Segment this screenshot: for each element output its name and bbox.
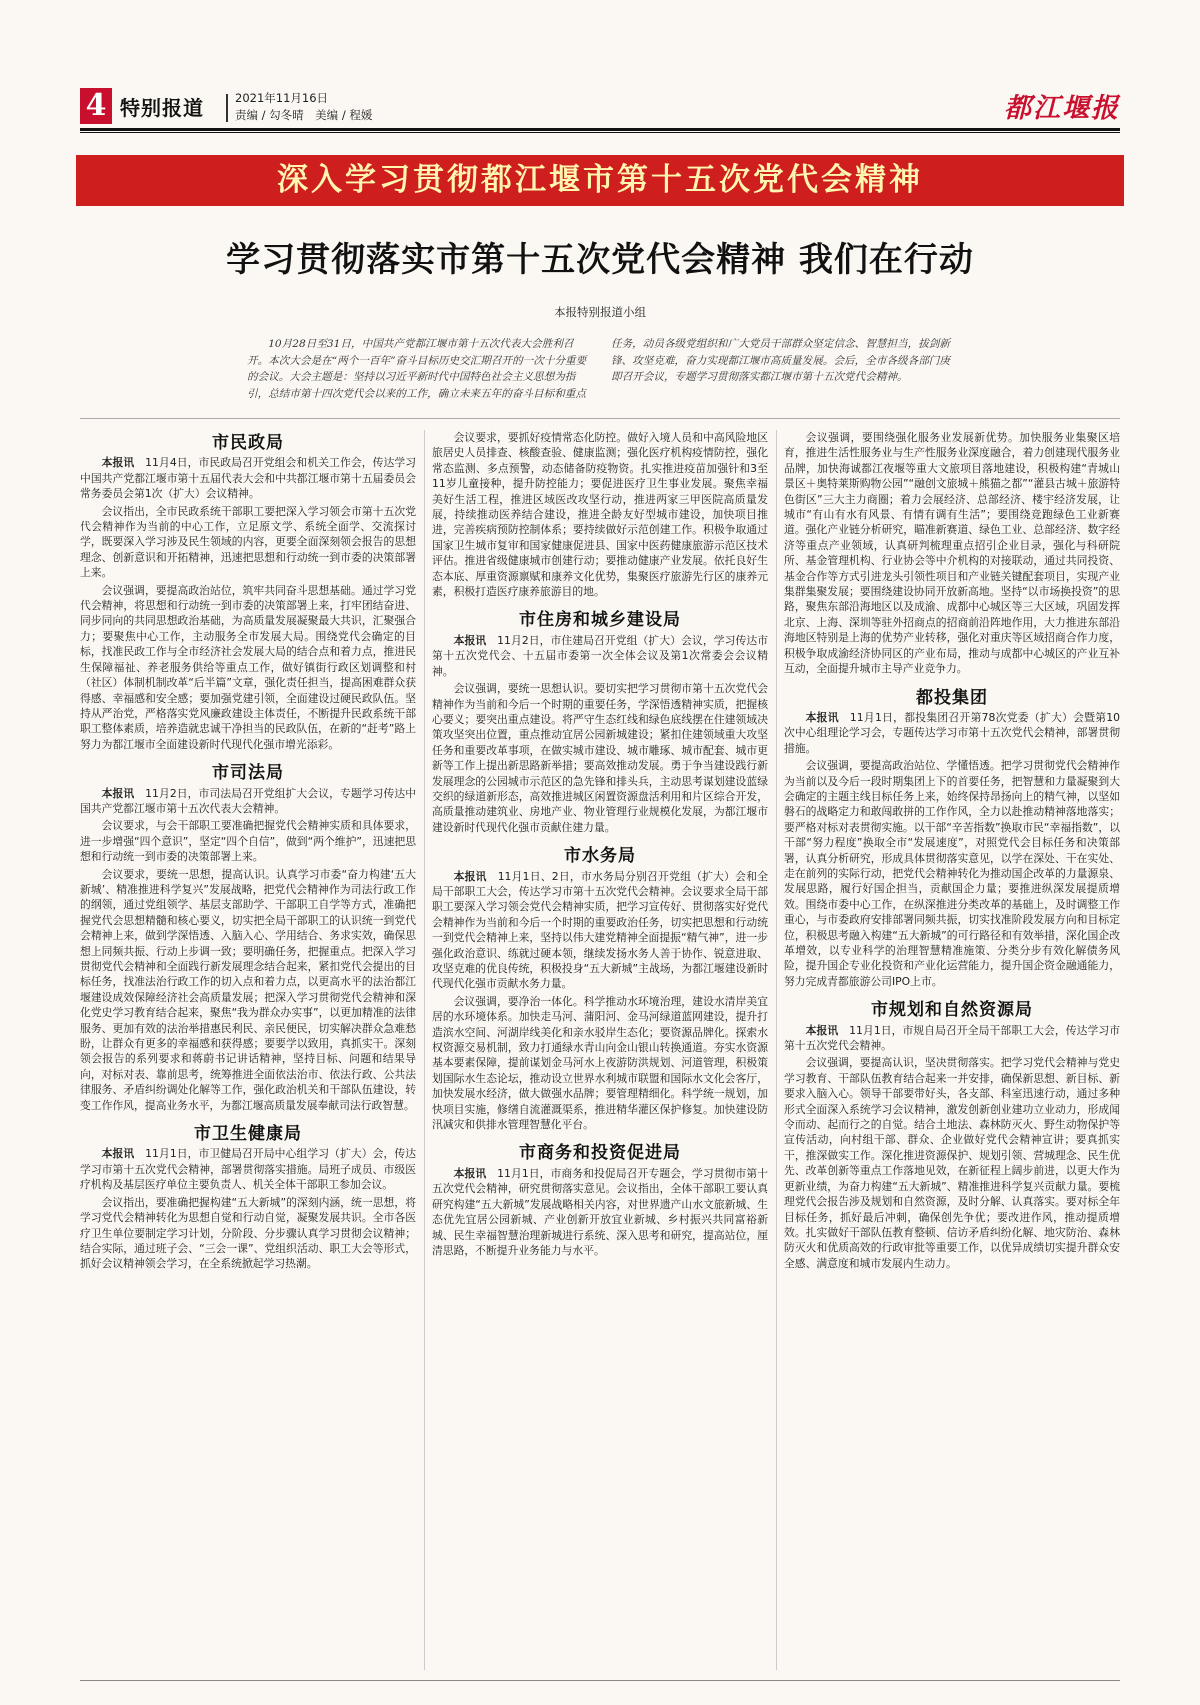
paper-logo: 都江堰报 [1004,93,1120,124]
article-paragraph: 本报讯 11月2日，市司法局召开党组扩大会议，专题学习传达中国共产党都江堰市第十五次代表大会精神。 [80,786,417,815]
article-title: 市商务和投资促进局 [519,1143,681,1164]
article-title: 市民政局 [212,433,284,453]
article-paragraph: 会议要求，要统一思想，提高认识。认真学习市委“奋力构建‘五大新城’、精准推进科学复兴”发展战略，把党代会精神作为司法行政工作的纲领，通过党组领学、基层支部助学、干部职工自学等方式，准确把握党代会思想精髓和核心要义，切实把全局干部职工的认识统一到党代会精神上来，做到学深悟透、入脑入心、学用结合、务求实效，确保思想上同频共振、行动上步调一致；要明确任务，把握重点。把深入学习贯彻党代会精神和全面践行新发展理念结合起来，紧扣党代会提出的目标任务，找准法治行政工作的切入点和着力点，以更高水平的法治都江堰建设成效保障经济社会高质量发展；把深入学习贯彻党代会精神和深化党史学习教育结合起来，聚焦“我为群众办实事”，以更加精准的法律服务、更加有效的法治举措惠民利民、亲民便民，切实解决群众急难愁盼，让群众有更多的幸福感和获得感；要要学以致用，真抓实干。深刻领会报告的系列要求和蒋蔚书记讲话精神，坚持目标、问题和结果导向，对标对表、靠前思考，统筹推进全面依法治市、依法行政、公共法律服务、矛盾纠纷调处化解等工作，强化政治机关和干部队伍建设，转变工作作风，提高业务水平，为都江堰高质量发展奉献司法行政智慧。 [80,867,416,1112]
article-paragraph: 会议强调，要统一思想认识。要切实把学习贯彻市第十五次党代会精神作为当前和今后一个时期的重要任务，学深悟透精神实质，把握核心要义；要突出重点建设。将严守生态红线和绿色底线摆在住建领域决策攻坚突出位置，重点推动宜居公园新城建设；紧扣住建领域重大攻坚任务和重要改革事项，在做实城市建设、城市雕琢、城市配套、城市更新等工作上提出新思路新举措；要高效推动发展。勇于争当建设践行新发展理念的公园城市示范区的急先锋和排头兵，主动思考谋划建设蓝绿交织的绿道新形态，高效推进城区闲置资源盘活利用和片区综合开发，高质量推动建筑业、房地产业、物业管理行业规模化发展，为都江堰市建设新时代现代化强市贡献住建力量。 [432,682,768,834]
article-title: 市水务局 [564,846,636,867]
dateline-tag: 本报讯 [453,1166,487,1180]
column-2 [432,430,768,1260]
article-title: 市卫生健康局 [194,1124,302,1145]
page-headline: 学习贯彻落实市第十五次党代会精神 我们在行动 [226,240,974,280]
masthead-rule-thin [80,132,1120,133]
article-paragraph: 会议指出，要准确把握构建“五大新城”的深刻内涵，统一思想，将学习党代会精神转化为思想自觉和行动自觉，凝聚发展共识。全市各医疗卫生单位要制定学习计划，分阶段、分步骤认真学习贯彻会议精神；结合实际，通过班子会、“三会一课”、党组织活动、职工大会等形式，抓好会议精神领会学习，在全系统掀起学习热潮。 [80,1195,416,1271]
issue-date: 2021年11月16日 [235,91,329,105]
article-paragraph: 会议强调，要净治一体化。科学推动水环境治理，建设水清岸美宜居的水环境体系。加快走马河、蒲阳河、金马河绿道蓝网建设，提升打造滨水空间、河湖岸线美化和亲水驳岸生态化；要资源品牌化。探索水权资源交易机制，致力打通绿水青山向金山银山转换通道。夯实水资源基本要素保障，提前谋划金马河水上夜游防洪规划、河道管理，积极策划国际水生态论坛，推动设立世界水利城市联盟和国际水文化会客厅，加快发展水经济，做大做强水品牌；要管理精细化。科学统一规划，加快项目实施，修缮自流灌溉渠系，推进精华灌区保护修复。加快建设防汛减灾和供排水管理智慧化平台。 [432,994,768,1132]
masthead-separator [226,94,228,122]
masthead-rule [80,128,1120,131]
dateline-tag: 本报讯 [101,1147,135,1161]
masthead [80,88,1120,126]
article-title: 市规划和自然资源局 [871,1000,1033,1021]
article-paragraph: 本报讯 11月1日、2日，市水务局分别召开党组（扩大）会和全局干部职工大会，传达学习市第十五次党代会精神。会议要求全局干部职工要深入学习领会党代会精神实质，把学习宣传好、贯彻落实好党代会精神作为当前和今后一个时期的重要政治任务，切实把思想和行动统一到党代会精神上来，坚持以伟大建党精神全面提振“精气神”，进一步强化政治意识、练就过硬本领，继续发扬水务人善于协作、锐意进取、攻坚克难的优良传统，积极投身“五大新城”主战场，为都江堰建设新时代现代化强市贡献水务力量。 [432,869,769,991]
article-paragraph: 本报讯 11月2日，市住建局召开党组（扩大）会议，学习传达市第十五次党代会、十五届市委第一次全体会议及第1次常委会会议精神。 [432,633,769,678]
page-number: 4 [80,88,112,124]
article-paragraph: 会议要求，与会干部职工要准确把握党代会精神实质和具体要求，进一步增强“四个意识”，坚定“四个自信”，做到“两个维护”，迅速把思想和行动统一到市委的决策部署上来。 [80,819,416,864]
article-paragraph: 本报讯 11月1日，市商务和投促局召开专题会，学习贯彻市第十五次党代会精神，研究贯彻落实意见。会议指出，全体干部职工要认真研究构建“五大新城”发展战略相关内容，对世界遗产山水文旅新城、生态优先宜居公园新城、产业创新开放宜业新城、乡村振兴共同富裕新城、民生幸福智慧治理新城进行系统、深入思考和研究，提高站位，厘清思路，不断提升业务能力与水平。 [432,1166,769,1257]
article-paragraph: 本报讯 11月1日，都投集团召开第78次党委（扩大）会暨第10次中心组理论学习会，专题传达学习市第十五次党代会精神，部署贯彻措施。 [784,710,1121,755]
topic-banner-text: 深入学习贯彻都江堰市第十五次党代会精神 [277,162,923,198]
lead-paragraph: 10月28日至31日，中国共产党都江堰市第十五次代表大会胜利召开。本次大会是在“两个一百年”奋斗目标历史交汇期召开的一次十分重要的会议。大会主题是：坚持以习近平新时代中国特色社会主义思想为指引，总结市第十四次党代会以来的工作，确立未来五年的奋斗目标和重点任务，动员各级党组织和广大党员干部群众坚定信念、智慧担当，拔剑新锋、攻坚克难，奋力实现都江堰市高质量发展。会后，全市各级各部门庚即召开会议，专题学习贯彻落实都江堰市第十五次党代会精神。 [247,338,950,400]
article-paragraph: 会议指出，全市民政系统干部职工要把深入学习领会市第十五次党代会精神作为当前的中心工作，立足原文学、系统全面学、交流探讨学，既要深入学习涉及民生领域的内容，更要全面深刻领会报告的思想理念、创新意识和开拓精神，迅速把思想和行动统一到市委的决策部署上来。 [80,504,416,580]
dateline-tag: 本报讯 [101,786,135,800]
topic-banner [76,155,1124,206]
column-3 [784,430,1120,1273]
dateline-tag: 本报讯 [101,456,135,470]
dateline-tag: 本报讯 [805,1023,839,1037]
dateline-tag: 本报讯 [453,869,487,883]
footer-rule [80,1680,1120,1681]
article-title: 市住房和城乡建设局 [519,610,681,631]
article-paragraph: 本报讯 11月4日，市民政局召开党组会和机关工作会，传达学习中国共产党都江堰市第十五届代表大会和中共都江堰市第十五届委员会常务委员会第1次（扩大）会议精神。 [80,456,417,501]
dateline-tag: 本报讯 [805,710,839,724]
article-title: 市司法局 [212,763,284,784]
article-paragraph: 会议要求，要抓好疫情常态化防控。做好入境人员和中高风险地区旅居史人员排查、核酸查验、健康监测；强化医疗机构疫情防控，强化常态监测、多点预警，动态储备防疫物资。扎实推进疫苗加强针和3至11岁儿童接种，提升防控能力；要促进医疗卫生事业发展。聚焦幸福美好生活工程，推进区域医改攻坚行动，推进两家三甲医院高质量发展，持续推动医养结合建设，推进全龄友好型城市建设，加快项目推进，完善疾病预防控制体系；要持续做好示范创建工作。积极争取通过国家卫生城市复审和国家健康促进县、国家中医药健康旅游示范区技术评估。推进省级健康城市创建行动；要推动健康产业发展。依托良好生态本底、厚重资源禀赋和康养文化优势，集聚医疗旅游先行区的康养元素，积极打造医疗康养旅游目的地。 [432,431,768,599]
editor-credits: 责编 / 勾冬晴 美编 / 程媛 [235,108,373,122]
article-paragraph: 会议强调，要围绕强化服务业发展新优势。加快服务业集聚区培育，推进生活性服务业与生产性服务业深度融合，着力创建现代服务业品牌，加快海诚都江夜堰等重大文旅项目落地建设，积极构建“青城山景区＋奥特莱斯购物公园”“融创文旅城＋熊猫之都”“灌县古城＋旅游特色街区”三大主力商圈；着力会展经济、总部经济、楼宇经济发展，让城市“有山有水有风景、有情有调有生活”；要围绕竞跑绿色工业新赛道。强化产业链分析研究，瞄准新赛道、绿色工业、总部经济、数字经济等重点产业领域，认真研判梳理重点招引企业目录，强化与科研院所、基金管理机构、行业协会等中介机构的对接联动，通过共同投资、基金合作等方式引进龙头引领性项目和产业链关键配套项目，实现产业集群集聚发展；要围绕建设协同开放新高地。坚持“以市场换投资”的思路，聚焦东部沿海地区以及成渝、成都中心城区等三大区域，巩固发挥北京、上海、深圳等驻外招商点的招商前沿阵地作用，大力推进东部沿海地区特别是上海的优势产业转移，强化对重庆等区域招商合作力度，积极争取成渝经济协同区的产业布局，推动与成都中心城区的产业互补互动，全面提升城市主导产业竞争力。 [784,431,1120,676]
article-title: 都投集团 [916,687,988,708]
article-paragraph: 本报讯 11月1日，市卫健局召开局中心组学习（扩大）会，传达学习市第十五次党代会精神，部署贯彻落实措施。局班子成员、市级医疗机构及基层医疗单位主要负责人、机关全体干部职工参加会议。 [80,1147,417,1192]
article-paragraph: 会议强调，要提高认识，坚决贯彻落实。把学习党代会精神与党史学习教育、干部队伍教育结合起来一并安排，确保新思想、新目标、新要求入脑入心。领导干部要带好头，各支部、科室迅速行动，通过多种形式全面深入系统学习会议精神，激发创新创业建功立业动力，形成闻令而动、起而行之的自觉。结合土地法、森林防灭火、野生动物保护等宣传活动，向村组干部、群众、企业做好党代会精神宣讲；要真抓实干，推深做实工作。深化推进资源保护、规划引领、营城理念、民生优先、改革创新等重点工作落地见效，在新征程上阔步前进，以更大作为更新业绩，为奋力构建“五大新城”、精准推进科学复兴贡献力量。要梳理党代会报告涉及规划和自然资源，及时分解、认真落实。要对标全年目标任务，抓好最后冲刺，确保创先争优；要改进作风，推动提质增效。扎实做好干部队伍教育整顿、信访矛盾纠纷化解、地灾防治、森林防灭火和优质高效的行政审批等重要工作，以优异成绩切实提升群众安全感、满意度和城市发展内生动力。 [784,1056,1120,1270]
article-paragraph: 会议强调，要提高政治站位、学懂悟透。把学习贯彻党代会精神作为当前以及今后一段时期集团上下的首要任务，把智慧和力量凝聚到大会确定的主题主线目标任务上来，始终保持昂扬向上的精气神，以坚如磐石的战略定力和敢闯敢拼的工作作风，全力以赴推动精神落地落实；要严格对标对表贯彻实施。以干部“辛苦指数”换取市民“幸福指数”，以干部“努力程度”换取全市“发展速度”，对照党代会目标任务和决策部署，认真分析研究，形成具体贯彻落实意见，以学在深处、干在实处、走在前列的实际行动，把党代会精神转化为推动国企改革的力量源泉、发展思路，履行好国企担当，贡献国企力量；要推进纵深发展提质增效。围绕市委中心工作，在纵深推进分类改革的基础上，及时调整工作重心，与市委政府安排部署同频共振，切实找准阶段发展方向和目标定位，积极思考融入构建“五大新城”的可行路径和有效举措，深化国企改革增效，以专业科学的治理智慧精准施策、分类分步有效化解债务风险，提升国企专业化投资和产业化运营能力，提升国企资金融通能力，努力完成青都旅游公司IPO上市。 [784,759,1120,988]
column-divider [776,430,777,1670]
section-name: 特别报道 [120,96,204,120]
article-paragraph: 会议强调，要提高政治站位，筑牢共同奋斗思想基础。通过学习党代会精神，将思想和行动统一到市委的决策部署上来，打牢团结奋进、同步同向的共同思想政治基础，为高质量发展凝聚最大共识，汇聚强合力；要聚焦中心工作，主动服务全市发展大局。围绕党代会确定的目标，找准民政工作与全市经济社会发展大局的结合点和着力点，推进民生保障福祉、养老服务供给等重点工作，做好镇街行政区划调整和村（社区）体制机制改革“后半篇”文章，强化责任担当，提高困难群众获得感、幸福感和安全感；要加强党建引领，全面建设过硬民政队伍。坚持从严治党，严格落实党风廉政建设主体责任，不断提升民政系统干部职工整体素质，培养造就忠诚干净担当的民政队伍，在新的“赶考”路上努力为都江堰市全面建设新时代现代化强市增光添彩。 [80,583,416,751]
article-paragraph: 本报讯 11月1日，市规自局召开全局干部职工大会，传达学习市第十五次党代会精神。 [784,1023,1121,1053]
byline: 本报特别报道小组 [554,305,646,319]
column-divider [424,430,425,1670]
masthead-meta [235,90,372,124]
lead-divider [80,418,1120,419]
dateline-tag: 本报讯 [453,633,487,647]
column-1 [80,430,416,1274]
